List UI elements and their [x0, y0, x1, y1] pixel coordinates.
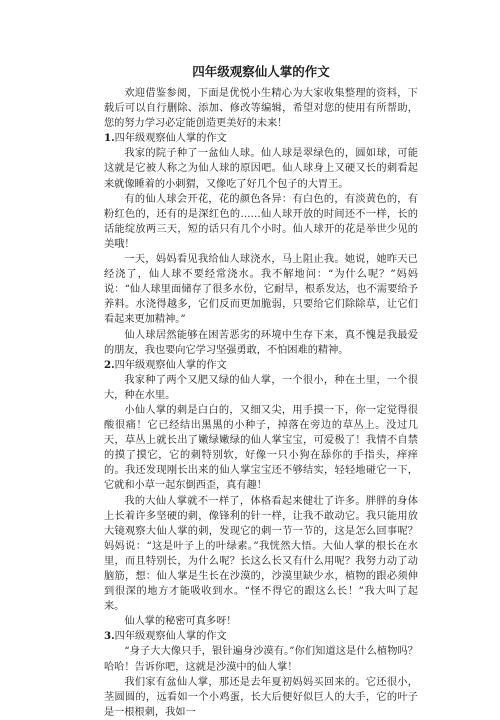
section-title: 四年级观察仙人掌的作文 [114, 133, 227, 145]
section-heading [104, 358, 418, 373]
section-number: 2. [104, 358, 115, 371]
paragraph: 有的仙人球会开花，花的颜色各异：有白色的，有淡黄色的，有粉红色的，还有的是深红色的……仙人球开放的时间还不一样，长的话能绽放两三天，短的话只有几个小时。仙人球开的花是举世少见的美哦！ [104, 193, 418, 250]
paragraph: 我的大仙人掌就不一样了，体格看起来健壮了许多。胖胖的身体上长着许多坚硬的刺，像锋利的针一样，让我不敢动它。我只能用放大镜观察大仙人掌的刺，发现它的刺一节一节的，这是怎么回事呢？妈妈说：“这是叶子上的叶绿素。”我恍然大悟。大仙人掌的根长在水里，而且特别长，为什么呢？长这么长又有什么用呢？我努力动了动脑筋，想：仙人掌是生长在沙漠的，沙漠里缺少水，植物的跟必须伸到很深的地方才能吸收到水。“怪不得它的跟这么长！”我大叫了起来。 [104, 495, 418, 613]
section-heading [104, 131, 418, 146]
section-title: 四年级观察仙人掌的作文 [114, 359, 227, 371]
document-body [104, 86, 418, 720]
paragraph: “身子大大像只手，银针遍身沙漠有。”你们知道这是什么植物吗？哈哈！告诉你吧，这就是沙漠中的仙人掌！ [104, 646, 418, 673]
section-number: 3. [104, 630, 115, 643]
section-number: 1. [104, 132, 115, 145]
paragraph: 一天，妈妈看见我给仙人球浇水，马上阻止我。她说，她昨天已经浇了，仙人球不要经常浇水。我不解地问：“为什么呢？”妈妈说：“仙人球里面储存了很多水份，它耐旱，根系发达，也不需要给予养料。水浇得越多，它们反而更加脆弱，只要给它们除除草，让它们看起来更加精神。” [104, 254, 418, 326]
paragraph: 小仙人掌的刺是白白的，又细又尖，用手摸一下，你一定觉得很酸很痛！它已经结出黑黑的小种子，掉落在旁边的草丛上。没过几天，草丛上就长出了嫩绿嫩绿的仙人掌宝宝，可爱极了！我情不自禁的摸了摸它，它的刺特别软，好像一只小狗在舔你的手指头，痒痒的。我还发现刚长出来的仙人掌宝宝还不够结实，轻轻地碰它一下，它就和小草一起东倒西歪，真有趣！ [104, 404, 418, 492]
paragraph: 仙人掌的秘密可真多呀！ [124, 616, 237, 628]
document-title: 四年级观察仙人掌的作文 [192, 64, 330, 79]
paragraph: 仙人球居然能够在困苦恶劣的环境中生存下来，真不愧是我最爱的朋友，我也要向它学习坚强勇敢，不怕困难的精神。 [104, 329, 418, 356]
section-heading [104, 629, 418, 644]
section-title: 四年级观察仙人掌的作文 [114, 631, 227, 643]
paragraph: 我们家有盆仙人掌，那还是去年夏初妈妈买回来的。它还很小，茎圆圆的，远看如一个小鸡蛋，长大后便好似巨人的大手，它的叶子是一根根刺，我如一 [104, 676, 418, 718]
paragraph: 欢迎借鉴参阅，下面是优悦小生精心为大家收集整理的资料，下载后可以自行删除、添加、修改等编辑，希望对您的使用有所帮助，您的努力学习必定能创造更美好的未来！ [104, 88, 418, 130]
paragraph: 我家的院子种了一盆仙人球。仙人球是翠绿色的，圆如球，可能这就是它被人称之为仙人球的原因吧。仙人球身上又硬又长的刺看起来就像睡着的小刺猬，又像吃了好几个包子的大胃王。 [104, 148, 418, 190]
paragraph: 我家种了两个又肥又绿的仙人掌，一个很小，种在土里，一个很大，种在水里。 [104, 374, 418, 401]
